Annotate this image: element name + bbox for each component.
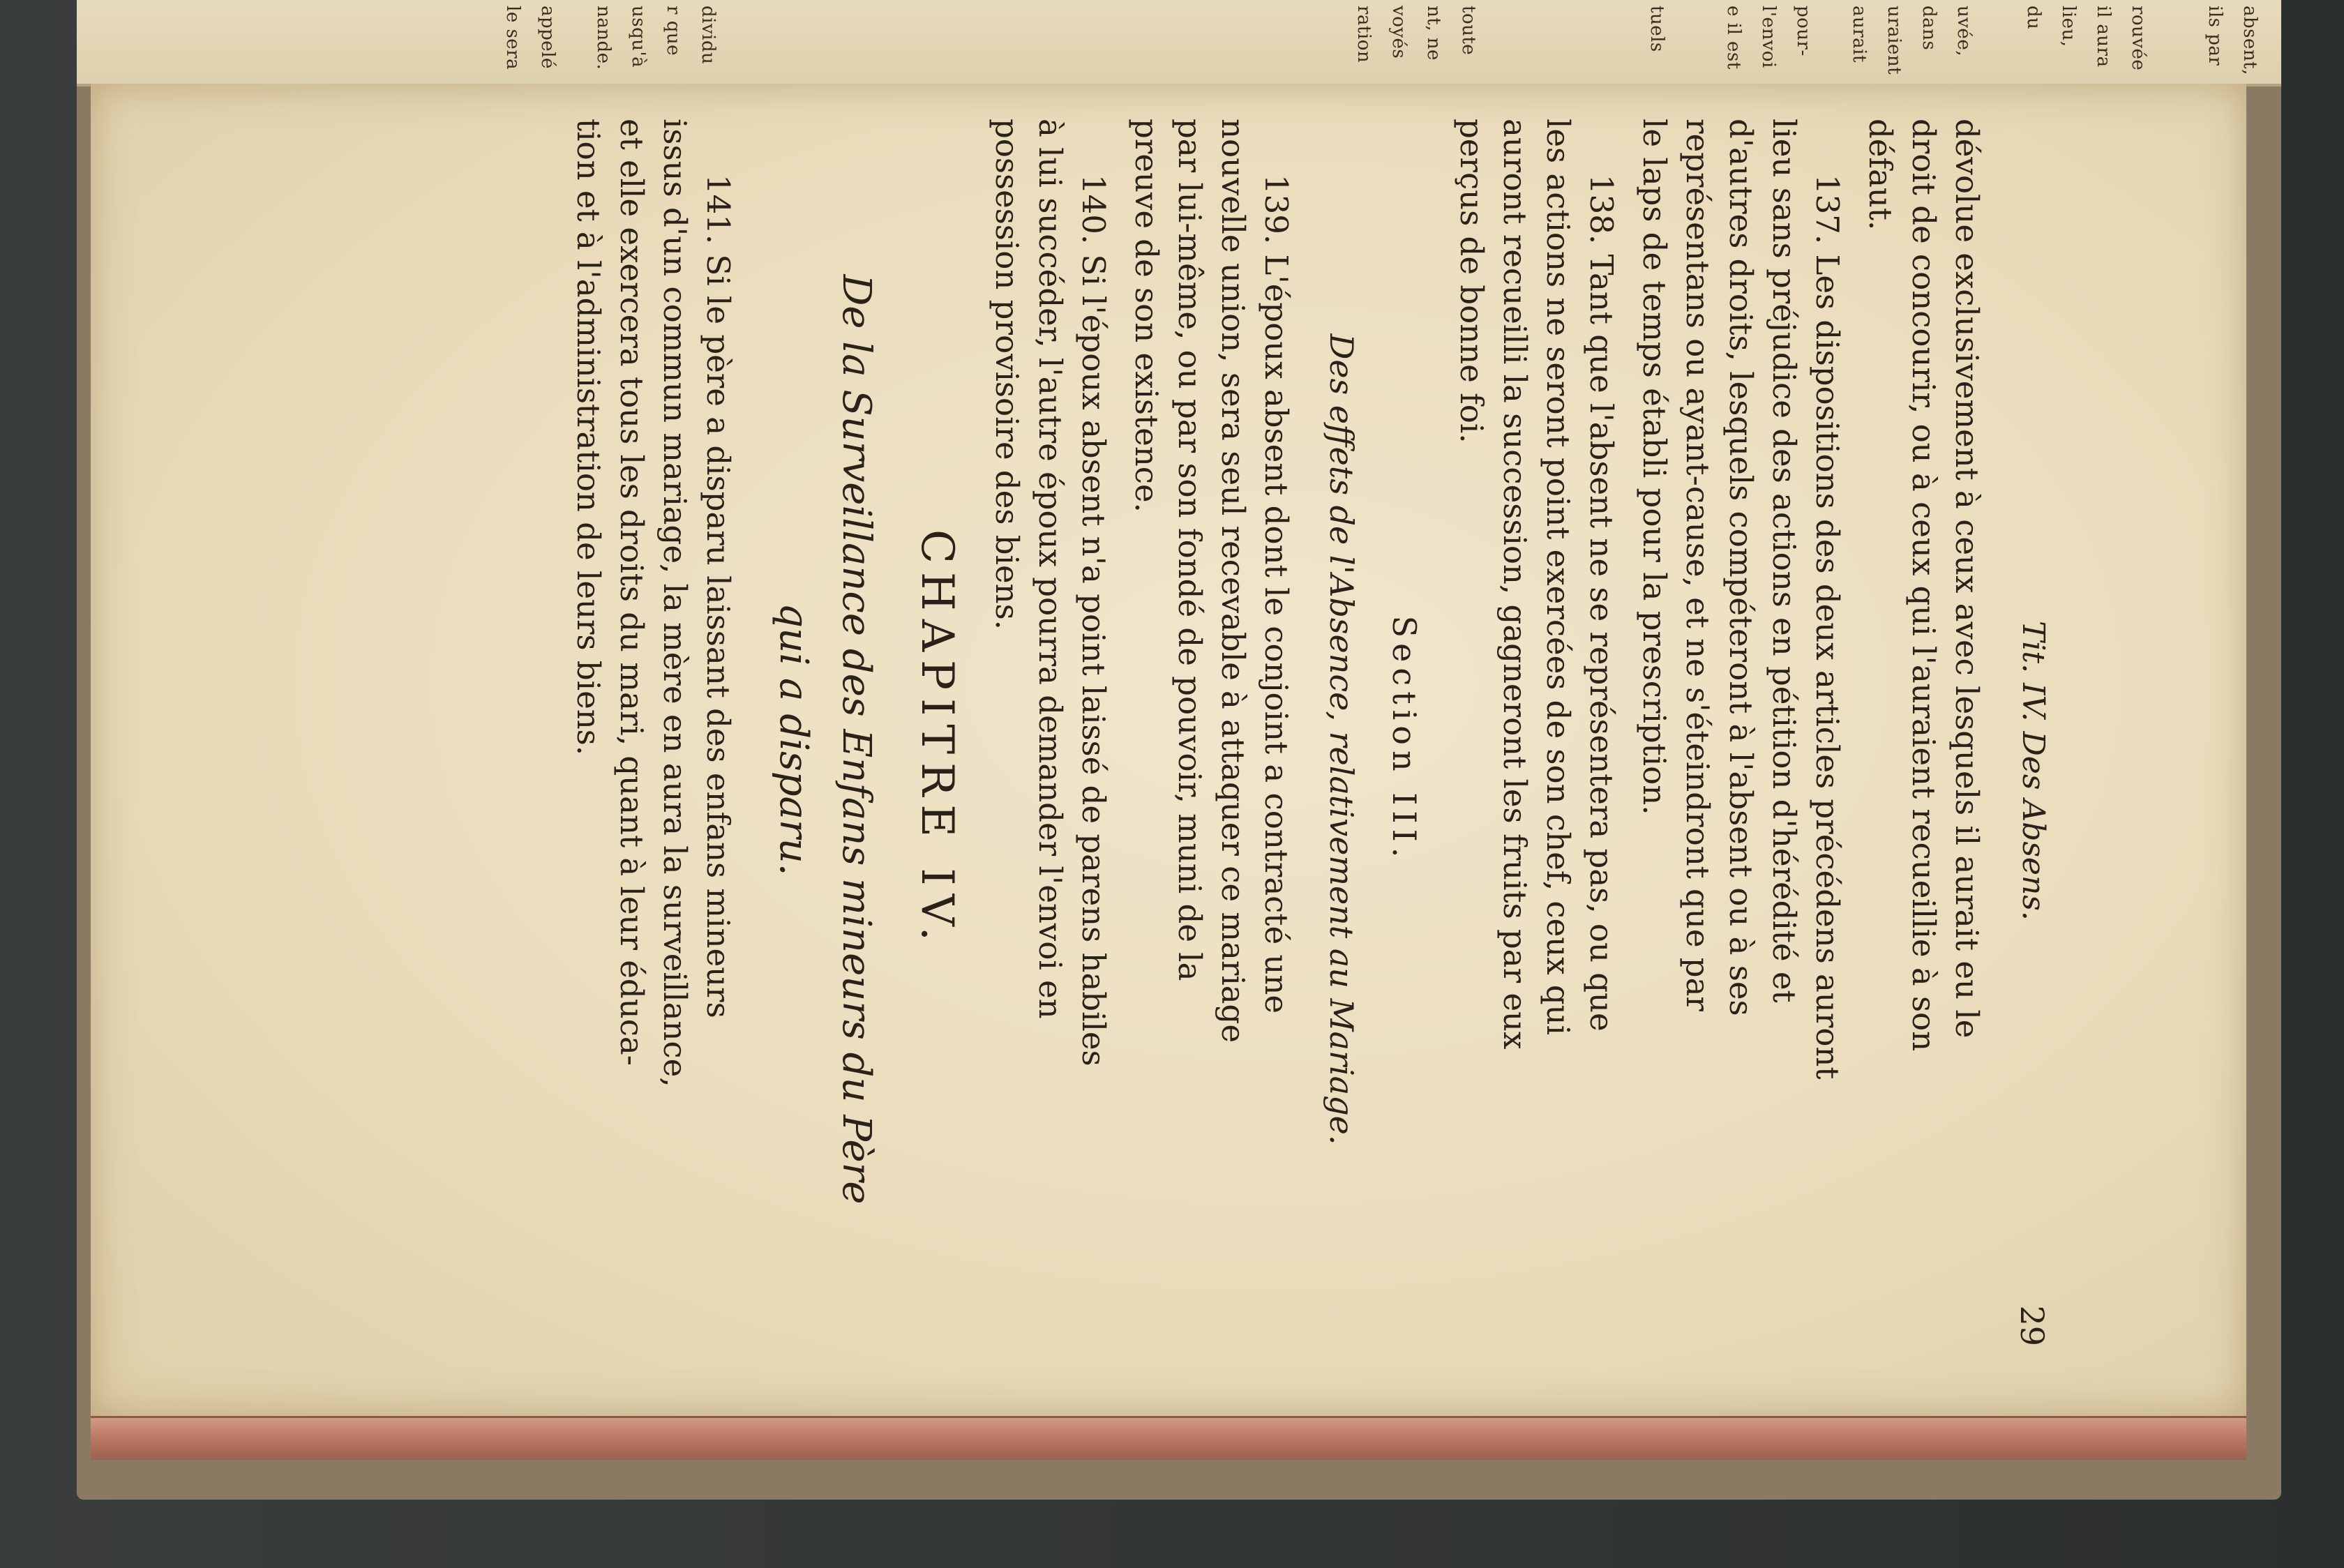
fragment: aurait — [1849, 6, 1870, 63]
chapter-title-line-2: qui a disparu. — [771, 603, 816, 876]
fragment: l'envoi — [1758, 6, 1779, 68]
text-line: auront recueilli la succession, gagneront les fruits par eux — [1496, 119, 1533, 1050]
chapter-title-line-1: De la Surveillance des Enfans mineurs du Père — [834, 274, 879, 1205]
section-title: Des effets de l'Absence, relativement au Mariage. — [1323, 333, 1360, 1145]
text-line: issus d'un commun mariage, la mère en aura la surveillance, — [656, 119, 693, 1087]
text-line: défaut. — [1862, 119, 1899, 231]
fragment: du — [2023, 6, 2044, 30]
fragment: r que — [663, 6, 684, 56]
text-line: droit de concourir, ou à ceux qui l'auraient recueillie à son — [1905, 119, 1942, 1052]
page-content — [84, 119, 2051, 1360]
fragment: pour- — [1793, 6, 1814, 56]
running-title: Tit. IV. Des Absens. — [2015, 621, 2051, 921]
fragment: ils par — [2204, 6, 2225, 66]
chapter-heading: CHAPITRE IV. — [911, 529, 963, 949]
fragment: dans — [1918, 6, 1939, 51]
fragment: nt, ne — [1423, 6, 1444, 61]
text-line: représentans ou ayant-cause, et ne s'éteindront que par — [1679, 119, 1716, 1011]
fragment: e il est — [1723, 6, 1744, 70]
running-header — [2002, 119, 2051, 1360]
text-line: le laps de temps établi pour la prescription. — [1636, 119, 1673, 815]
fragment: voyés — [1388, 6, 1409, 59]
text-line: nouvelle union, sera seul recevable à attaquer ce mariage — [1215, 119, 1252, 1043]
fragment: usqu'à — [628, 6, 649, 68]
fragment: uraient — [1884, 6, 1904, 75]
fragment: toute — [1458, 6, 1479, 56]
text-line: et elle exercera tous les droits du mari, quant à leur éduca- — [613, 119, 650, 1066]
fragment: rouvée — [2128, 6, 2149, 71]
article-139: 139. L'époux absent dont le conjoint a contracté une — [1258, 174, 1295, 1014]
page-number: 29 — [2013, 1305, 2051, 1346]
text-line: d'autres droits, lesquels compéteront à l'absent ou à ses — [1722, 119, 1759, 1016]
fragment: uvée, — [1953, 6, 1974, 56]
fragment: lieu, — [2058, 6, 2079, 47]
article-141: 141. Si le père a disparu laissant des enfans mineurs — [700, 174, 737, 1018]
text-line: perçus de bonne foi. — [1453, 119, 1490, 444]
facing-page-fragments — [77, 0, 2281, 84]
section-heading: Section III. — [1385, 615, 1423, 864]
text-line: à lui succéder, l'autre époux pourra demander l'envoi en — [1032, 119, 1069, 1019]
fragment: tuels — [1646, 6, 1667, 52]
text-line: preuve de son existence. — [1128, 119, 1165, 513]
page-gilt-edge — [91, 1416, 2246, 1460]
article-140: 140. Si l'époux absent n'a point laissé de parens habiles — [1075, 174, 1112, 1066]
text-line: dévolue exclusivement à ceux avec lesquels il aurait eu le — [1948, 119, 1985, 1039]
fragment: appelé — [537, 6, 558, 69]
fragment: ration — [1353, 6, 1374, 63]
facing-page-strip — [77, 0, 2281, 86]
text-line: les actions ne seront point exercées de son chef, ceux qui — [1540, 119, 1577, 1036]
fragment: nande. — [593, 6, 614, 70]
text-line: tion et à l'administration de leurs biens. — [570, 119, 607, 756]
fragment: le sera — [502, 6, 523, 70]
article-138: 138. Tant que l'absent ne se représentera pas, ou que — [1583, 174, 1620, 1032]
text-line: possession provisoire des biens. — [989, 119, 1026, 630]
fragment: absent, — [2239, 6, 2260, 75]
article-137: 137. Les dispositions des deux articles précédens auront — [1809, 174, 1846, 1080]
text-line: lieu sans préjudice des actions en pétition d'hérédité et — [1766, 119, 1803, 1003]
fragment: il aura — [2093, 6, 2114, 68]
fragment: dividu — [698, 6, 719, 65]
text-line: par lui-même, ou par son fondé de pouvoir, muni de la — [1171, 119, 1208, 981]
